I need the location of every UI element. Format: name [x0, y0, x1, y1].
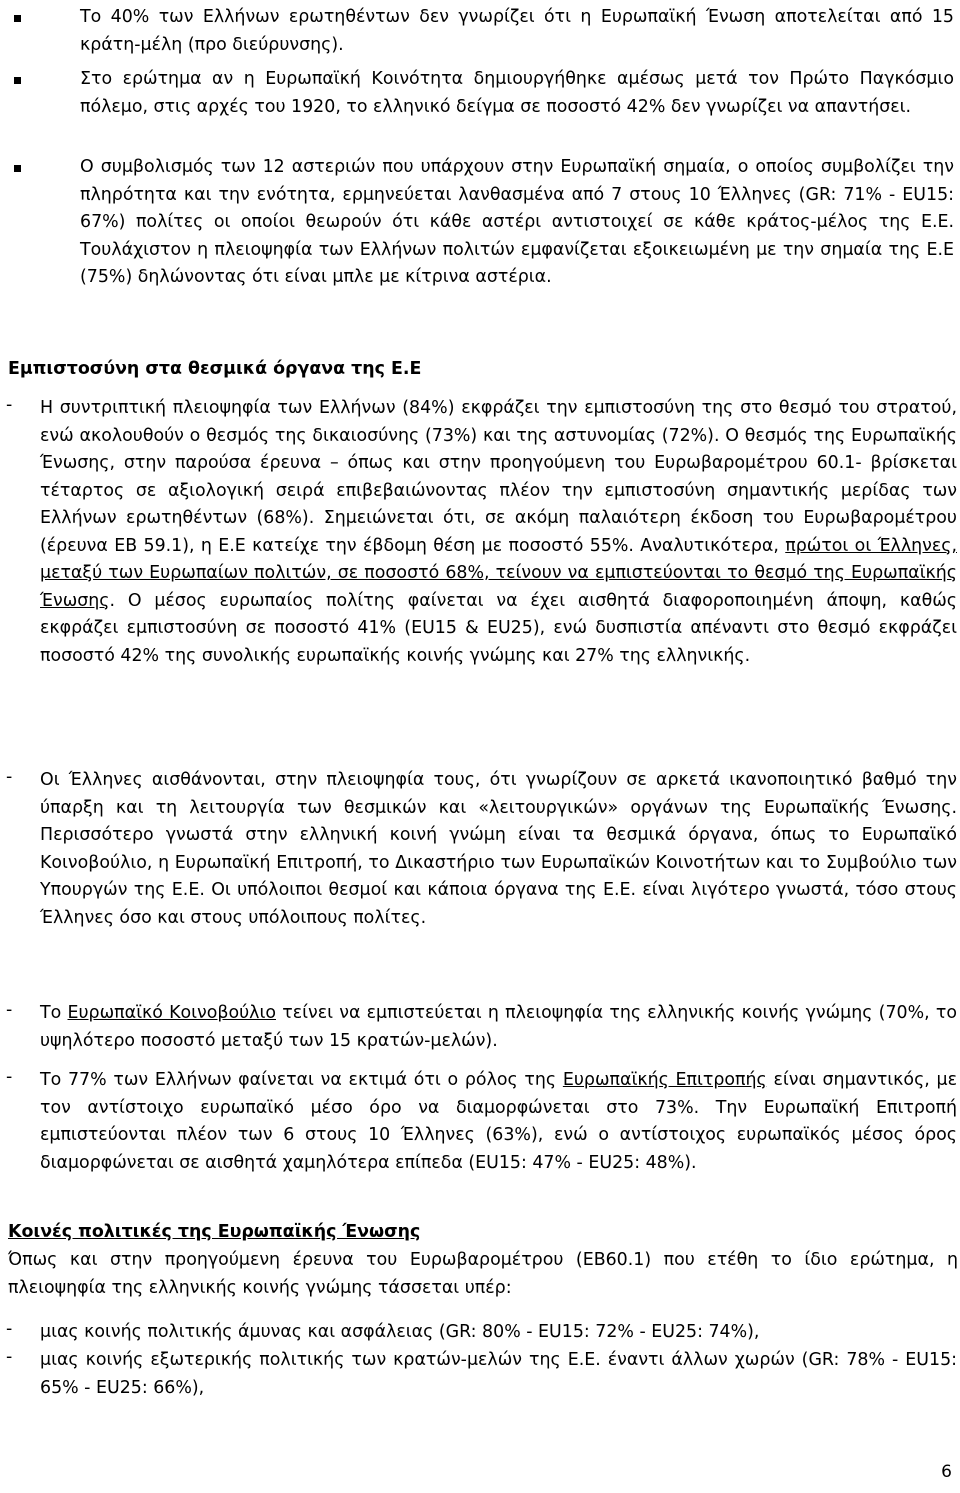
text-run: είναι σημαντικός, με τον αντίστοιχο ευρωπαϊκό μέσο όρο να διαμορφώνεται στο 73%. Την Ευρωπαϊκή Επιτροπή εμπιστεύονται πλέον των 6 στους 10 Έλληνες (63%), ενώ ο αντίστοιχος ευρωπαϊκός μέσος όρος διαμορφώνεται σε αισθητά χαμηλότερα επίπεδα (EU15: 47% - EU25: 48%).	[40, 1070, 957, 1173]
paragraph	[40, 395, 957, 670]
text-run: Η συντριπτική πλειοψηφία των Ελλήνων (84%) εκφράζει την εμπιστοσύνη της στο θεσμό του στρατού, ενώ ακολουθούν ο θεσμός της δικαιοσύνης (73%) και της αστυνομίας (72%). Ο θεσμός της Ευρωπαϊκής Ένωσης, στην παρούσα έρευνα – όπως και στην προηγούμενη του Ευρωβαρομέτρου 60.1- βρίσκεται τέταρτος σε αξιολογική σειρά επιβεβαιώνοντας πλέον την εμπιστοσύνη σημαντικής μερίδας των Ελλήνων ερωτηθέντων (68%). Σημειώνεται ότι, σε ακόμη παλαιότερη έκδοση του Ευρωβαρομέτρου (έρευνα ΕΒ 59.1), η Ε.Ε κατείχε την έβδομη θέση με ποσοστό 55%. Αναλυτικότερα,	[40, 398, 957, 556]
section-heading: Εμπιστοσύνη στα θεσμικά όργανα της Ε.Ε	[8, 359, 422, 379]
underlined-text: πρώτοι οι Έλληνες, μεταξύ των Ευρωπαίων πολιτών, σε ποσοστό 68%, τείνουν να εμπιστεύονται το θεσμό της Ευρωπαϊκής Ένωσης	[40, 535, 957, 611]
paragraph	[40, 1067, 957, 1177]
dash-marker: -	[6, 1347, 13, 1367]
text-run: τείνει να εμπιστεύεται η πλειοψηφία της ελληνικής κοινής γνώμης (70%, το υψηλότερο ποσοστό μεταξύ των 15 κρατών-μελών).	[40, 1003, 957, 1051]
dash-marker: -	[6, 1000, 13, 1020]
square-bullet-icon	[14, 77, 21, 84]
underlined-text: Ευρωπαϊκό Κοινοβούλιο	[67, 1003, 276, 1023]
intro-paragraph: Όπως και στην προηγούμενη έρευνα του Ευρωβαρομέτρου (ΕΒ60.1) που ετέθη το ίδιο ερώτημα, η πλειοψηφία της ελληνικής κοινής γνώμης τάσσεται υπέρ:	[8, 1250, 958, 1298]
page-number: 6	[941, 1462, 952, 1482]
bullet-text: Το 40% των Ελλήνων ερωτηθέντων δεν γνωρίζει ότι η Ευρωπαϊκή Ένωση αποτελείται από 15 κράτη-μέλη (προ διεύρυνσης).	[80, 7, 954, 55]
text-run: Το 77% των Ελλήνων φαίνεται να εκτιμά ότι ο ρόλος της	[40, 1070, 563, 1090]
section-heading: Κοινές πολιτικές της Ευρωπαϊκής Ένωσης	[8, 1222, 421, 1242]
dash-marker: -	[6, 395, 13, 415]
paragraph: μιας κοινής πολιτικής άμυνας και ασφάλειας (GR: 80% - EU15: 72% - EU25: 74%),	[40, 1322, 760, 1342]
text-run: Το	[40, 1003, 68, 1023]
paragraph: Οι Έλληνες αισθάνονται, στην πλειοψηφία τους, ότι γνωρίζουν σε αρκετά ικανοποιητικό βαθμό την ύπαρξη και τη λειτουργία των θεσμικών και «λειτουργικών» οργάνων της Ευρωπαϊκής Ένωσης. Περισσότερο γνωστά στην ελληνική κοινή γνώμη είναι τα θεσμικά όργανα, όπως το Ευρωπαϊκό Κοινοβούλιο, η Ευρωπαϊκή Επιτροπή, το Δικαστήριο των Ευρωπαϊκών Κοινοτήτων και το Συμβούλιο των Υπουργών της Ε.Ε. Οι υπόλοιποι θεσμοί και κάποια όργανα της Ε.Ε. είναι λιγότερο γνωστά, τόσο στους Έλληνες όσο και στους υπόλοιπους πολίτες.	[40, 770, 957, 928]
square-bullet-icon	[14, 165, 21, 172]
square-bullet-icon	[14, 15, 21, 22]
paragraph	[40, 1000, 957, 1055]
bullet-text: Ο συμβολισμός των 12 αστεριών που υπάρχουν στην Ευρωπαϊκή σημαία, ο οποίος συμβολίζει την πληρότητα και την ενότητα, ερμηνεύεται λανθασμένα από 7 στους 10 Έλληνες (GR: 71% - EU15: 67%) πολίτες οι οποίοι θεωρούν ότι κάθε αστέρι αντιστοιχεί σε κάθε κράτος-μέλος της Ε.Ε. Τουλάχιστον η πλειοψηφία των Ελλήνων πολιτών εμφανίζεται εξοικειωμένη με την σημαία της Ε.Ε (75%) δηλώνοντας ότι είναι μπλε με κίτρινα αστέρια.	[80, 157, 954, 287]
bullet-text: Στο ερώτημα αν η Ευρωπαϊκή Κοινότητα δημιουργήθηκε αμέσως μετά τον Πρώτο Παγκόσμιο πόλεμο, στις αρχές του 1920, το ελληνικό δείγμα σε ποσοστό 42% δεν γνωρίζει να απαντήσει.	[80, 69, 954, 117]
dash-marker: -	[6, 1067, 13, 1087]
dash-marker: -	[6, 767, 13, 787]
dash-marker: -	[6, 1319, 13, 1339]
paragraph: μιας κοινής εξωτερικής πολιτικής των κρατών-μελών της Ε.Ε. έναντι άλλων χωρών (GR: 78% - EU15: 65% - EU25: 66%),	[40, 1350, 957, 1398]
underlined-text: Ευρωπαϊκής Επιτροπής	[562, 1070, 767, 1090]
text-run: . Ο μέσος ευρωπαίος πολίτης φαίνεται να έχει αισθητά διαφοροποιημένη άποψη, καθώς εκφράζει εμπιστοσύνη σε ποσοστό 41% (EU15 & EU25), ενώ δυσπιστία απέναντι στο θεσμό εκφράζει ποσοστό 42% της συνολικής ευρωπαϊκής κοινής γνώμης και 27% της ελληνικής.	[40, 590, 957, 666]
